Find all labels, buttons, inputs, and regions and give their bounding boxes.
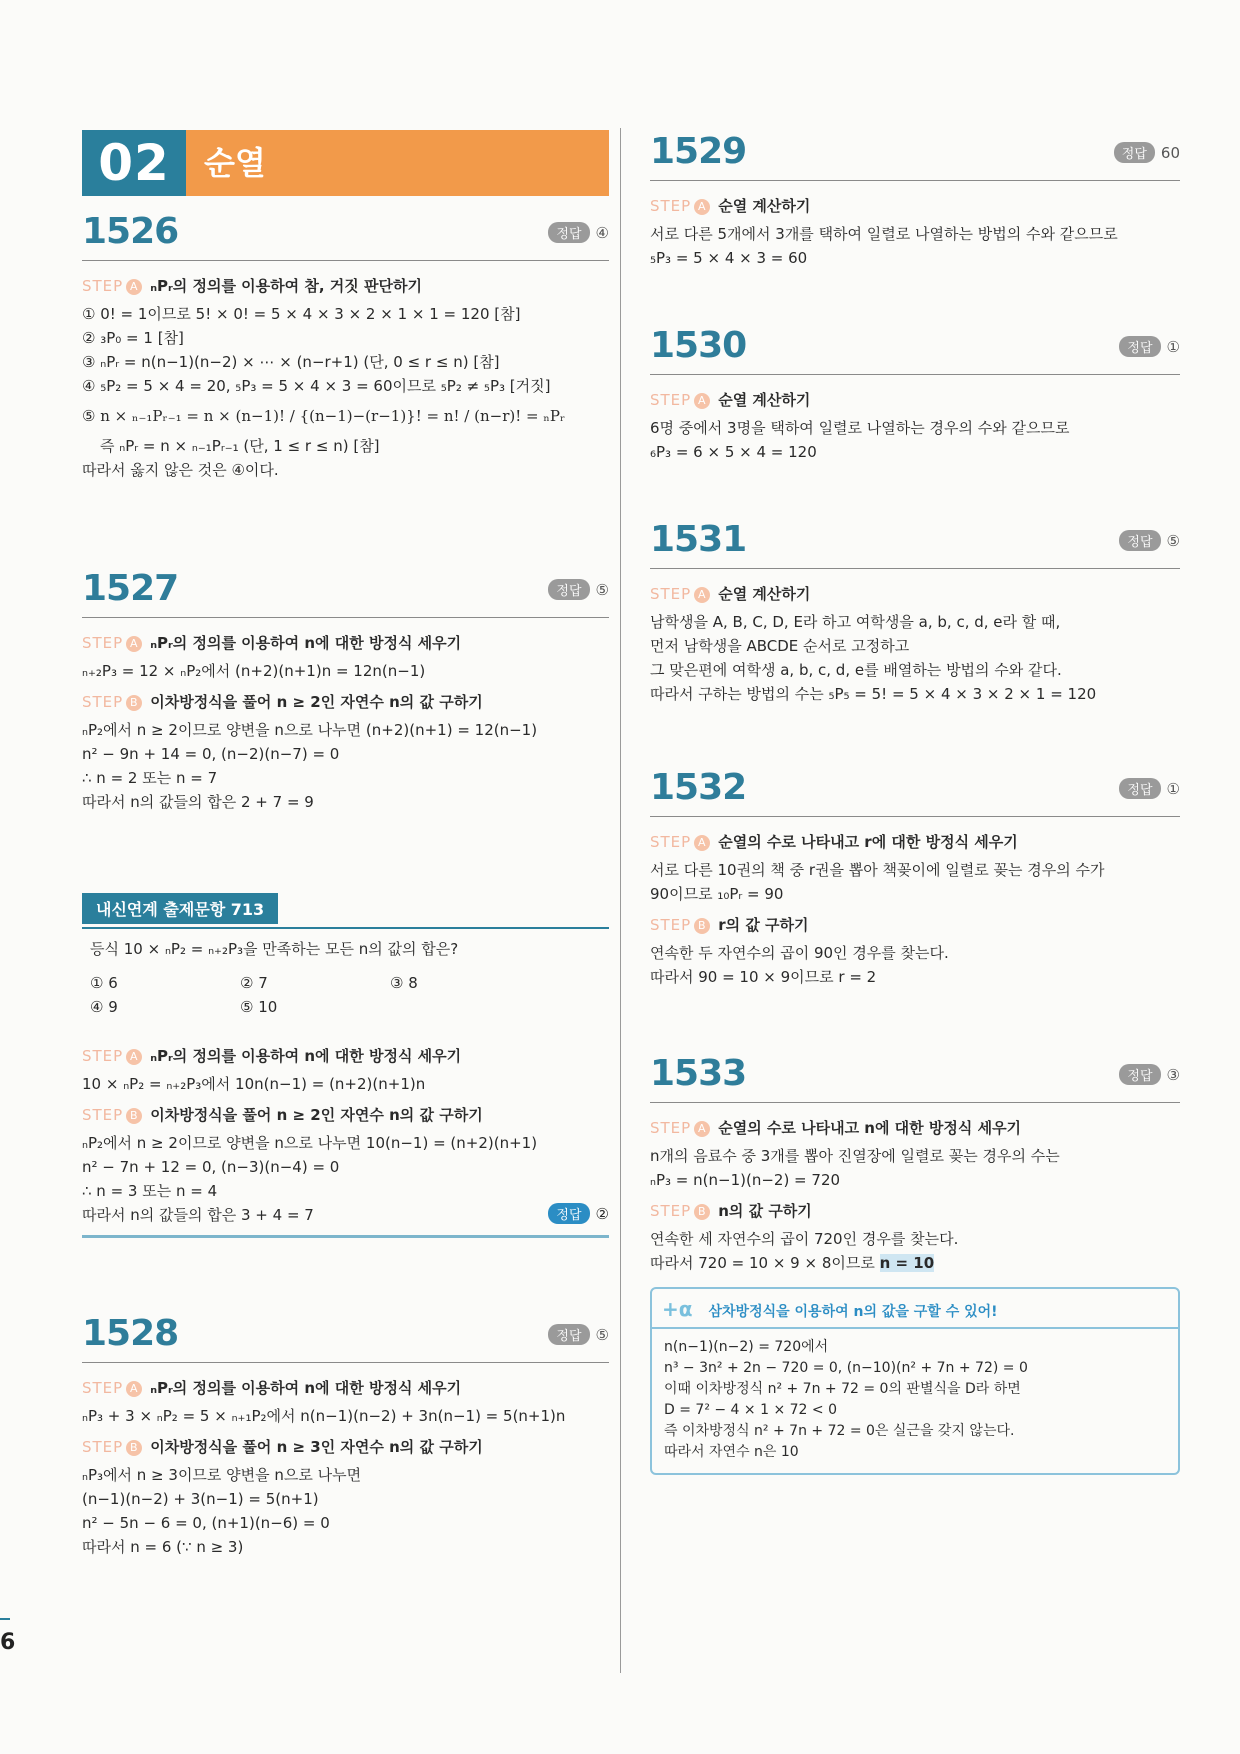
step-a-heading — [82, 632, 609, 653]
step-b-text: n의 값 구하기 — [718, 1202, 812, 1220]
text-line: 6명 중에서 3명을 택하여 일렬로 나열하는 경우의 수와 같으므로 — [650, 419, 1070, 437]
text-line: 서로 다른 5개에서 3개를 택하여 일렬로 나열하는 방법의 수와 같으므로 — [650, 225, 1118, 243]
answer-value: ⑤ — [595, 581, 609, 599]
end-rule — [82, 1235, 609, 1238]
chapter-title: 순열 — [186, 130, 609, 196]
answer-value: ⑤ — [1166, 532, 1180, 550]
step-a-icon: A — [694, 199, 710, 215]
text-line: ∴ n = 3 또는 n = 4 — [82, 1182, 218, 1200]
step-b-text: r의 값 구하기 — [718, 916, 809, 934]
divider — [650, 568, 1180, 569]
text-line: 따라서 옳지 않은 것은 ④이다. — [82, 461, 279, 479]
problem-number: 1532 — [650, 767, 747, 808]
text-line: ₙP₃ = n(n−1)(n−2) = 720 — [650, 1171, 841, 1189]
divider — [650, 816, 1180, 817]
choice-item: ② 7 — [240, 974, 268, 992]
step-a-heading — [650, 195, 1180, 216]
step-b-heading — [82, 691, 609, 712]
choice-item: ④ 9 — [90, 998, 118, 1016]
text-line: 서로 다른 10권의 책 중 r권을 뽑아 책꽂이에 일렬로 꽂는 경우의 수가 — [650, 861, 1105, 879]
step-label: STEP B — [82, 693, 142, 711]
text-line: ④ ₅P₂ = 5 × 4 = 20, ₅P₃ = 5 × 4 × 3 = 60이므로 ₅P₂ ≠ ₅P₃ [거짓] — [82, 377, 551, 395]
answer-label: 정답 — [1119, 336, 1160, 357]
text-line: ₅P₃ = 5 × 4 × 3 = 60 — [650, 249, 808, 267]
divider — [650, 1102, 1180, 1103]
answer-tag — [1119, 530, 1180, 551]
chapter-number: 02 — [82, 130, 186, 196]
step-a-text: ₙPᵣ의 정의를 이용하여 참, 거짓 판단하기 — [150, 277, 422, 295]
step-a-icon: A — [694, 587, 710, 603]
final-line-row — [82, 1203, 609, 1227]
tip-line: 즉 이차방정식 n² + 7n + 72 = 0은 실근을 갖지 않는다. — [664, 1423, 1015, 1439]
step-a-icon: A — [126, 1381, 142, 1397]
text-line: 따라서 90 = 10 × 9이므로 r = 2 — [650, 968, 877, 986]
text-line: 그 맞은편에 여학생 a, b, c, d, e를 배열하는 방법의 수와 같다. — [650, 661, 1062, 679]
step-label: STEP A — [82, 1379, 142, 1397]
problem-1528 — [82, 1310, 609, 1559]
step-a-icon: A — [694, 1121, 710, 1137]
text-line: ③ ₙPᵣ = n(n−1)(n−2) × ⋯ × (n−r+1) (단, 0 ≤ r ≤ n) [참] — [82, 353, 500, 371]
answer-label: 정답 — [548, 1324, 589, 1345]
related-header — [82, 893, 609, 923]
tip-title: 삼차방정식을 이용하여 n의 값을 구할 수 있어! — [708, 1304, 998, 1320]
tip-line: n³ − 3n² + 2n − 720 = 0, (n−10)(n² + 7n + 72) = 0 — [664, 1360, 1028, 1376]
step-a-text: 순열 계산하기 — [718, 197, 811, 215]
tip-line: 따라서 자연수 n은 10 — [664, 1444, 799, 1460]
problem-number: 1526 — [82, 211, 179, 252]
text-line: n² − 7n + 12 = 0, (n−3)(n−4) = 0 — [82, 1158, 340, 1176]
answer-value: ① — [1166, 780, 1180, 798]
tip-line: n(n−1)(n−2) = 720에서 — [664, 1339, 829, 1355]
step-label: STEP A — [650, 833, 710, 851]
related-rule — [82, 927, 609, 929]
text-line: ② ₃P₀ = 1 [참] — [82, 329, 184, 347]
problem-number: 1530 — [650, 325, 747, 366]
step-b-icon: B — [126, 1440, 142, 1456]
step-b-icon: B — [694, 918, 710, 934]
column-divider — [620, 128, 621, 1673]
step-label: STEP A — [650, 391, 710, 409]
answer-tag — [1114, 142, 1180, 163]
problem-number: 1527 — [82, 568, 179, 609]
answer-value: ⑤ — [595, 1326, 609, 1344]
step-b-icon: B — [126, 1108, 142, 1124]
text-line: ① 0! = 1이므로 5! × 0! = 5 × 4 × 3 × 2 × 1 × 1 = 120 [참] — [82, 305, 521, 323]
answer-label: 정답 — [548, 1203, 589, 1224]
step-label: STEP A — [650, 585, 710, 603]
answer-value: ③ — [1166, 1066, 1180, 1084]
step-a-heading — [650, 583, 1180, 604]
text-line: ₙP₃에서 n ≥ 3이므로 양변을 n으로 나누면 — [82, 1466, 362, 1484]
choice-list — [82, 971, 609, 1019]
question-text: 등식 10 × ₙP₂ = ₙ₊₂P₃을 만족하는 모든 n의 값의 합은? — [90, 940, 459, 958]
page-marker — [0, 1618, 10, 1620]
text-line: 따라서 구하는 방법의 수는 ₅P₅ = 5! = 5 × 4 × 3 × 2 × 1 = 120 — [650, 685, 1097, 703]
divider — [650, 180, 1180, 181]
tip-line: 이때 이차방정식 n² + 7n + 72 = 0의 판별식을 D라 하면 — [664, 1381, 1021, 1397]
problem-1532 — [650, 764, 1180, 989]
divider — [82, 1362, 609, 1363]
step-label: STEP A — [650, 1119, 710, 1137]
divider — [82, 260, 609, 261]
problem-1531 — [650, 516, 1180, 706]
text-line: ₙP₂에서 n ≥ 2이므로 양변을 n으로 나누면 (n+2)(n+1) = 12(n−1) — [82, 721, 538, 739]
step-label: STEP B — [650, 916, 710, 934]
text-line: 따라서 n = 6 (∵ n ≥ 3) — [82, 1538, 244, 1556]
text-line: n² − 9n + 14 = 0, (n−2)(n−7) = 0 — [82, 745, 340, 763]
text-line: ₙP₂에서 n ≥ 2이므로 양변을 n으로 나누면 10(n−1) = (n+2)(n+1) — [82, 1134, 538, 1152]
answer-label: 정답 — [548, 222, 589, 243]
problem-number: 1529 — [650, 131, 747, 172]
answer-tag — [548, 1324, 609, 1345]
text-line: 연속한 세 자연수의 곱이 720인 경우를 찾는다. — [650, 1230, 959, 1248]
step-a-icon: A — [694, 835, 710, 851]
step-a-text: ₙPᵣ의 정의를 이용하여 n에 대한 방정식 세우기 — [150, 1047, 462, 1065]
step-b-text: 이차방정식을 풀어 n ≥ 3인 자연수 n의 값 구하기 — [150, 1438, 483, 1456]
answer-label: 정답 — [1119, 1064, 1160, 1085]
step-b-heading — [650, 914, 1180, 935]
answer-label: 정답 — [1119, 530, 1160, 551]
problem-1527 — [82, 565, 609, 814]
text-line: 먼저 남학생을 ABCDE 순서로 고정하고 — [650, 637, 910, 655]
related-problem-713 — [82, 885, 609, 1238]
answer-tag — [548, 1203, 609, 1224]
problem-1529 — [650, 128, 1180, 270]
choice-item: ③ 8 — [390, 974, 418, 992]
chapter-header — [82, 130, 609, 196]
problem-1533 — [650, 1050, 1180, 1475]
divider — [650, 374, 1180, 375]
related-tab: 내신연계 출제문항 713 — [82, 893, 278, 924]
text-line: 즉 ₙPᵣ = n × ₙ₋₁Pᵣ₋₁ (단, 1 ≤ r ≤ n) [참] — [100, 437, 380, 455]
text-line: 남학생을 A, B, C, D, E라 하고 여학생을 a, b, c, d, e라 할 때, — [650, 613, 1061, 631]
step-a-heading — [82, 1377, 609, 1398]
text-line: ∴ n = 2 또는 n = 7 — [82, 769, 218, 787]
answer-tag — [548, 579, 609, 600]
text-line: ₙP₃ + 3 × ₙP₂ = 5 × ₙ₊₁P₂에서 n(n−1)(n−2) + 3n(n−1) = 5(n+1)n — [82, 1407, 566, 1425]
highlighted-result: n = 10 — [879, 1254, 935, 1272]
step-b-heading — [82, 1104, 609, 1125]
divider — [82, 617, 609, 618]
step-a-text: 순열의 수로 나타내고 r에 대한 방정식 세우기 — [718, 833, 1018, 851]
answer-tag — [548, 222, 609, 243]
step-label: STEP B — [82, 1106, 142, 1124]
choice-item: ① 6 — [90, 974, 118, 992]
text-line: n개의 음료수 중 3개를 뽑아 진열장에 일렬로 꽂는 경우의 수는 — [650, 1147, 1060, 1165]
text-line: 따라서 n의 값들의 합은 2 + 7 = 9 — [82, 793, 314, 811]
tip-box — [650, 1287, 1180, 1475]
text-span: 따라서 720 = 10 × 9 × 8이므로 — [650, 1254, 875, 1272]
step-a-heading — [82, 1045, 609, 1066]
answer-label: 정답 — [1114, 142, 1155, 163]
problem-number: 1533 — [650, 1053, 747, 1094]
step-b-heading — [650, 1200, 1180, 1221]
text-line: ⑤ n × ₙ₋₁Pᵣ₋₁ = n × (n−1)! / {(n−1)−(r−1)}! = n! / (n−r)! = ₙPᵣ — [82, 407, 566, 425]
text-line: 따라서 n의 값들의 합은 3 + 4 = 7 — [82, 1206, 314, 1224]
problem-number: 1531 — [650, 519, 747, 560]
step-label: STEP B — [82, 1438, 142, 1456]
plus-alpha-icon: +α — [662, 1297, 693, 1321]
answer-tag — [1119, 778, 1180, 799]
answer-label: 정답 — [1119, 778, 1160, 799]
answer-label: 정답 — [548, 579, 589, 600]
step-a-heading — [650, 1117, 1180, 1138]
step-label: STEP B — [650, 1202, 710, 1220]
step-a-text: 순열 계산하기 — [718, 391, 811, 409]
text-line: n² − 5n − 6 = 0, (n+1)(n−6) = 0 — [82, 1514, 330, 1532]
step-label: STEP A — [82, 277, 142, 295]
choice-item: ⑤ 10 — [240, 998, 278, 1016]
text-line: (n−1)(n−2) + 3(n−1) = 5(n+1) — [82, 1490, 319, 1508]
text-line: 10 × ₙP₂ = ₙ₊₂P₃에서 10n(n−1) = (n+2)(n+1)n — [82, 1075, 426, 1093]
tip-header — [652, 1295, 1178, 1329]
step-a-icon: A — [126, 1049, 142, 1065]
step-a-text: ₙPᵣ의 정의를 이용하여 n에 대한 방정식 세우기 — [150, 1379, 462, 1397]
step-a-heading — [650, 389, 1180, 410]
answer-value: ④ — [595, 224, 609, 242]
text-line: ₙ₊₂P₃ = 12 × ₙP₂에서 (n+2)(n+1)n = 12n(n−1) — [82, 662, 426, 680]
step-a-heading — [650, 831, 1180, 852]
tip-line: D = 7² − 4 × 1 × 72 < 0 — [664, 1402, 837, 1418]
step-b-heading — [82, 1436, 609, 1457]
step-a-icon: A — [126, 279, 142, 295]
step-a-heading — [82, 275, 609, 296]
step-b-icon: B — [694, 1204, 710, 1220]
answer-tag — [1119, 336, 1180, 357]
problem-1530 — [650, 322, 1180, 464]
step-a-icon: A — [126, 636, 142, 652]
problem-1526 — [82, 208, 609, 482]
step-b-icon: B — [126, 695, 142, 711]
step-label: STEP A — [650, 197, 710, 215]
step-a-text: ₙPᵣ의 정의를 이용하여 n에 대한 방정식 세우기 — [150, 634, 462, 652]
step-label: STEP A — [82, 1047, 142, 1065]
problem-number: 1528 — [82, 1313, 179, 1354]
step-a-text: 순열 계산하기 — [718, 585, 811, 603]
tip-body — [652, 1329, 1178, 1473]
answer-tag — [1119, 1064, 1180, 1085]
answer-value: 60 — [1160, 144, 1180, 162]
page-number: 6 — [0, 1630, 16, 1655]
text-line — [650, 1251, 1180, 1275]
step-label: STEP A — [82, 634, 142, 652]
step-b-text: 이차방정식을 풀어 n ≥ 2인 자연수 n의 값 구하기 — [150, 693, 483, 711]
answer-value: ② — [595, 1205, 609, 1223]
step-b-text: 이차방정식을 풀어 n ≥ 2인 자연수 n의 값 구하기 — [150, 1106, 483, 1124]
answer-value: ① — [1166, 338, 1180, 356]
text-line: 연속한 두 자연수의 곱이 90인 경우를 찾는다. — [650, 944, 949, 962]
step-a-text: 순열의 수로 나타내고 n에 대한 방정식 세우기 — [718, 1119, 1022, 1137]
text-line: ₆P₃ = 6 × 5 × 4 = 120 — [650, 443, 817, 461]
text-line: 90이므로 ₁₀Pᵣ = 90 — [650, 885, 784, 903]
step-a-icon: A — [694, 393, 710, 409]
